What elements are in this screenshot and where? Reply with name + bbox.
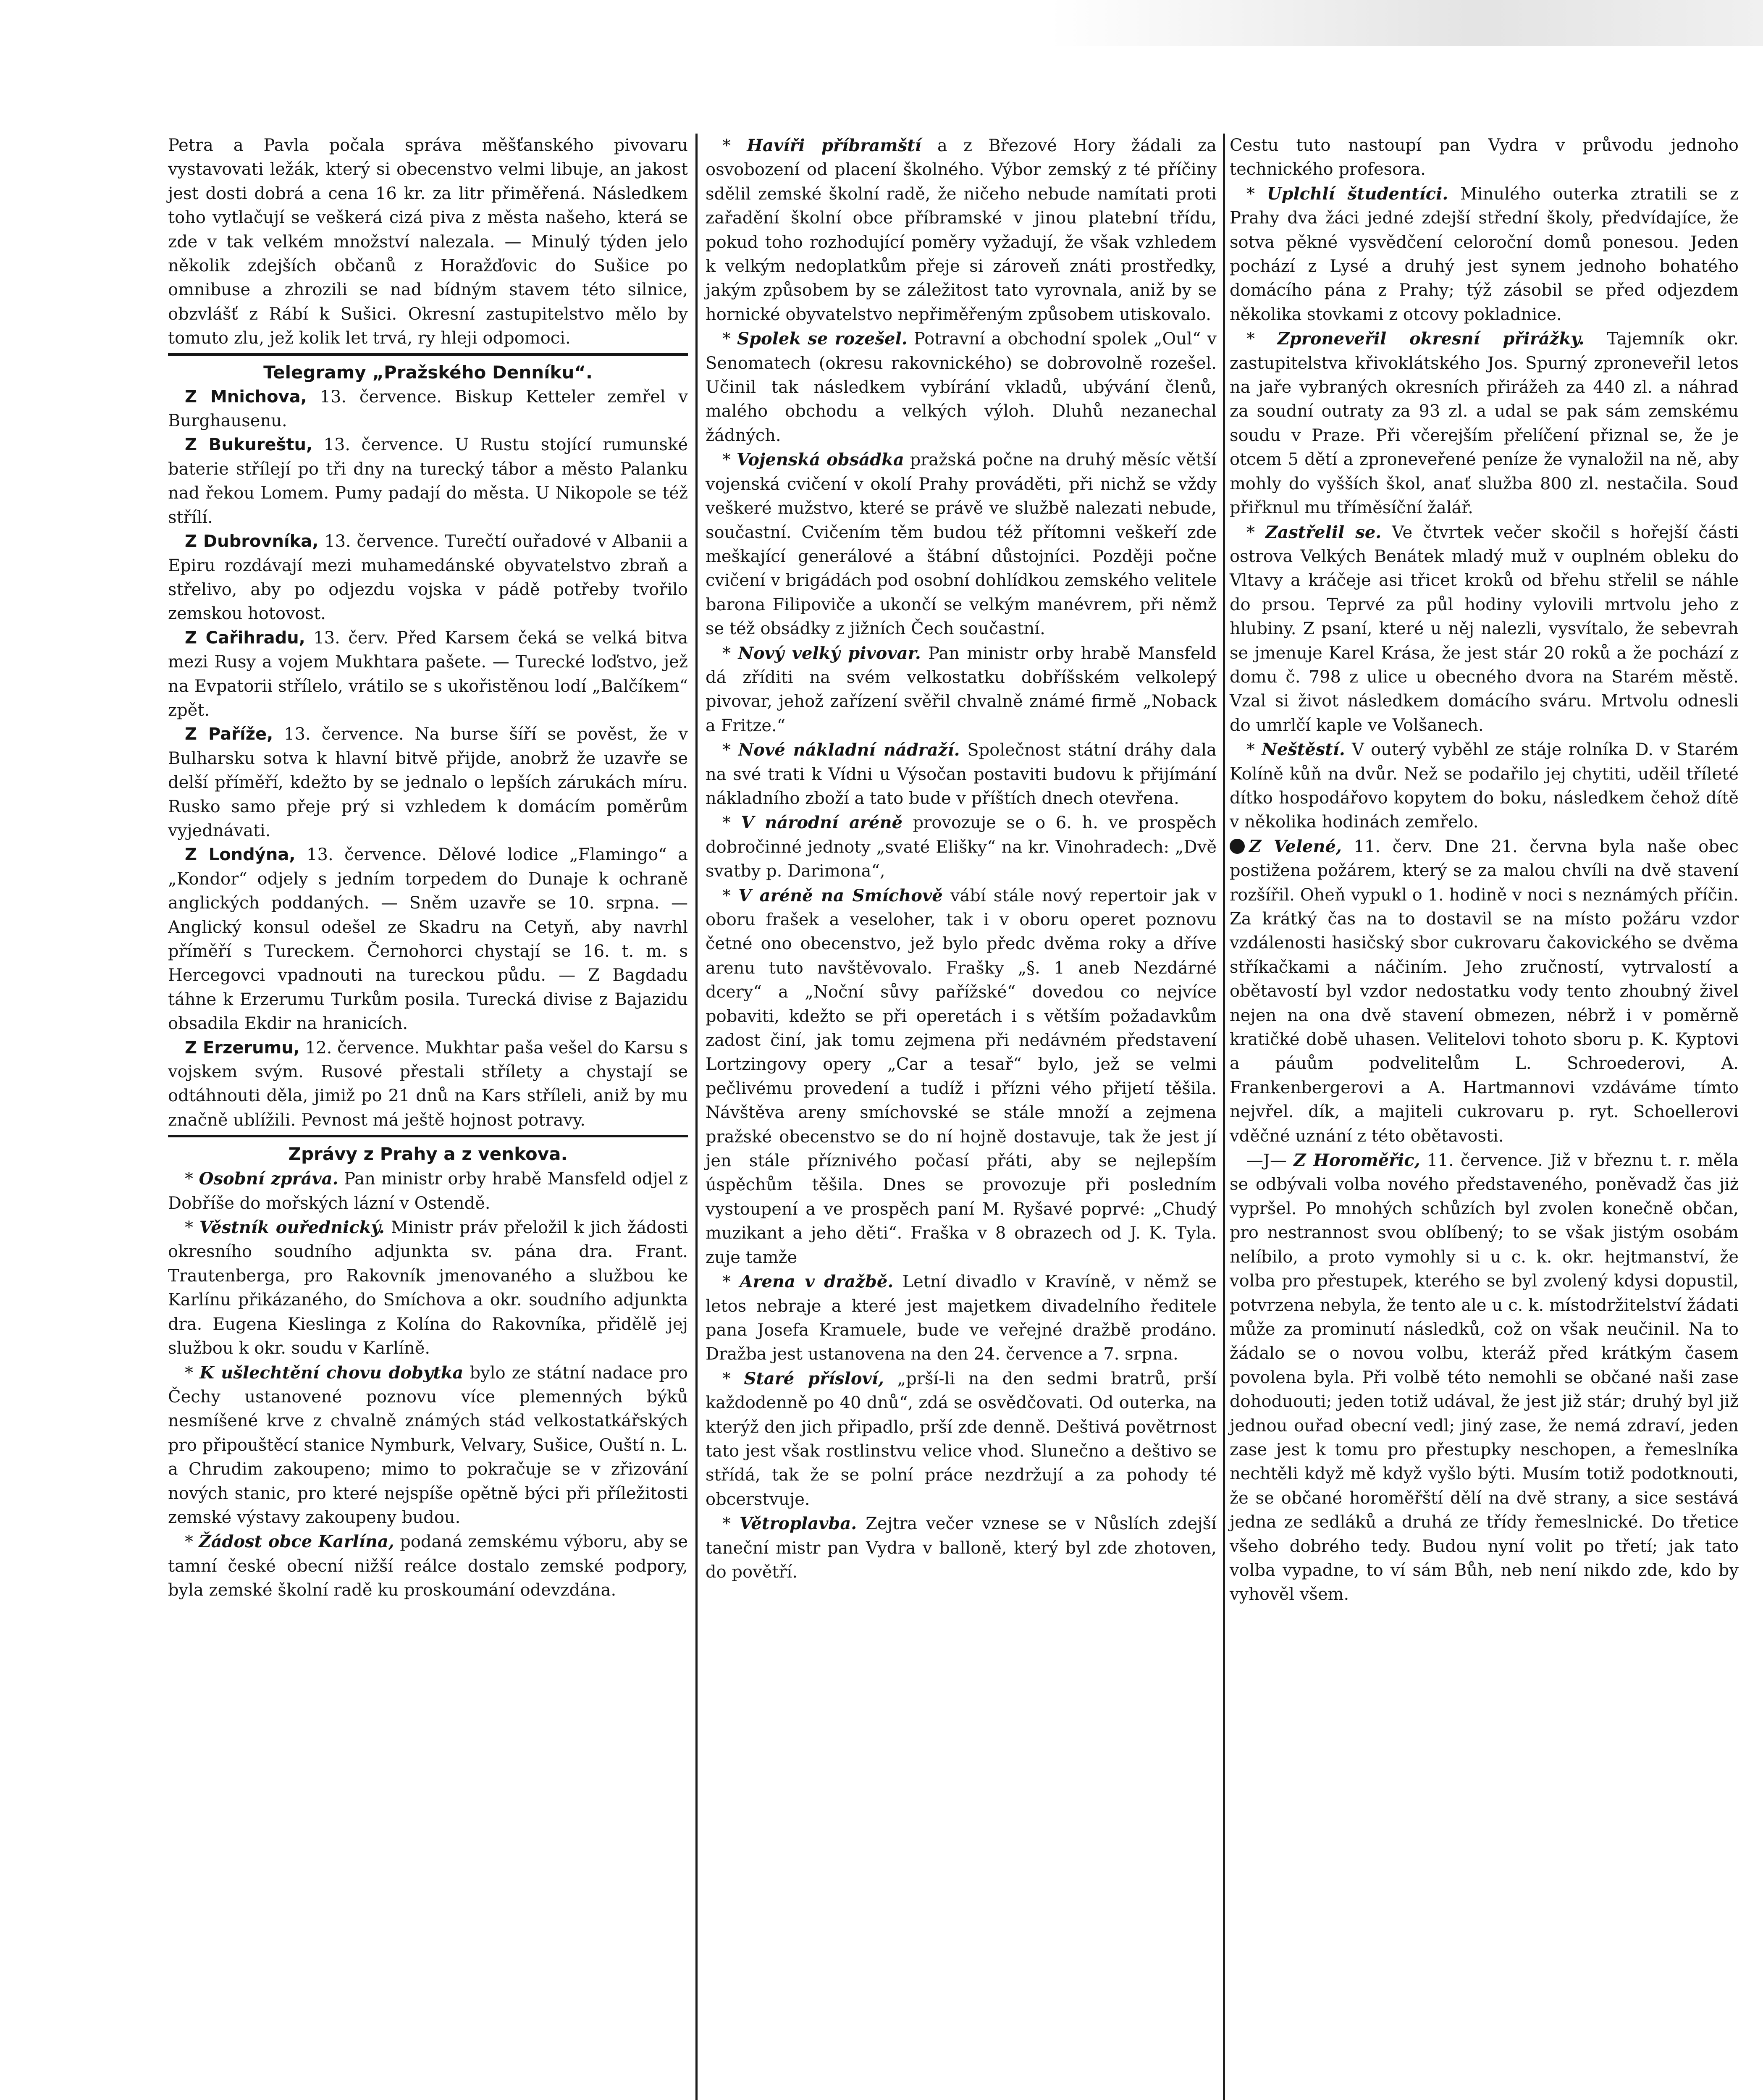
telegram-constantinople — [168, 626, 688, 723]
article-title: Zproneveřil okresní přirážky. — [1277, 329, 1585, 349]
article-text: provozuje se o 6. h. ve prospěch dobročinné jednoty „svaté Elišky“ na kr. Vinohradech: „Dvě svatby p. Darimona“, — [706, 813, 1217, 881]
article-title: Uplchlí študentíci. — [1267, 184, 1448, 204]
article-text: V outerý vyběhl ze stáje rolníka D. v Starém Kolíně kůň na dvůr. Než se podařilo jej chytiti, uděil tříleté dítko hospodářovo kopytem do boku, následkem čehož dítě v několika hodinách zemřelo. — [1230, 740, 1739, 832]
section-rule — [168, 1135, 688, 1137]
article-text: a z Březové Hory žádali za osvobození od placení školného. Výbor zemský z té příčiny sdělil zemské školní radě, že ničeho nebude namítati proti zařadění školní obce příbramské v jinou platební třídu, pokud toho rozhodující poměry vyžadují, že však vzhledem k velkým nedoplatkům přeje si zároveň znáti prostředky, jakým způsobem by se záležitost tato vyrovnala, aniž by se hornické obyvatelstvo nepřiměřeným způsobem utiskovalo. — [706, 136, 1217, 324]
article-text: Tajemník okr. zastupitelstva křivoklátského Jos. Spurný zproneveřil letos na jaře vybraných okresních přirážeh za 440 zl. a náhrad za soudní outraty za 93 zl. a udal se pak sám zemskému soudu v Praze. Při včerejším přelíčení přiznal se, že je otcem 5 dětí a zproneveřené peníze že vynaložil na ně, aby mohly do vyšších škol, anať služba 800 zl. nestačila. Soud přiřknul mu tříměsíční žalář. — [1230, 329, 1739, 518]
article-title: Žádost obce Karlína, — [199, 1532, 394, 1552]
article-title: Neštěstí. — [1262, 740, 1345, 760]
telegram-place: Z Dubrovníka, — [185, 532, 319, 551]
telegram-text: 13. července. Dělové lodice „Flamingo“ a „Kondor“ odjely s jedním torpedem do Dunaje k ochraně anglických poddaných. — Sněm uzavře se 10. srpna. — Anglický konsul odešel ze Skadru na Cetyň, aby navrhl příměří s Tureckem. Černohorci chystají se 16. t. m. s Hercegovci vpadnouti na tureckou půdu. — Z Bagdadu táhne k Erzerumu Turkům posila. Turecká divise z Bajazidu obsadila Ekdir na hranicích. — [168, 845, 688, 1034]
article-karlin: * Žádost obce Karlína, podaná zemskému výboru, aby se tamní české obecní nižší reálce dostalo zemské podpory, byla zemské školní radě ku proskoumání odevzdána. — [168, 1532, 688, 1600]
article-text: Letní divadlo v Kravíně, v němž se letos nebraje a které jest majetkem divadelního ředitele pana Josefa Kramuele, bude ve veřejné dražbě prodáno. Dražba jest ustanovena na den 24. července a 7. srpna. — [706, 1272, 1217, 1364]
article-text: Ministr práv přeložil k jich žádosti okresního soudního adjunkta sv. pána dra. Frant. Trautenberga, pro Rakovník jmenovaného a službou ke Karlínu přikázaného, do Smíchova a okr. soudního adjunkta dra. Eugena Kieslinga z Kolína do Rakovníka, přidělě jej službou k okr. soudu v Karlíně. — [168, 1218, 688, 1358]
column-2 — [706, 134, 1217, 1584]
telegram-place: Z Londýna, — [185, 845, 296, 865]
article-title: Staré přísloví, — [744, 1368, 884, 1389]
article-brewery: * Nový velký pivovar. Pan ministr orby hrabě Mansfeld dá zříditi na svém velkostatku dobříšském velkolepý pivovar, jehož zařízení svěřil chvalně známé firmě „Noback a Fritze.“ — [706, 643, 1217, 735]
article-miners: * Havíři příbramští a z Březové Hory žádali za osvobození od placení školného. Výbor zemský z té příčiny sdělil zemské školní radě, že ničeho nebude namítati proti zařadění školní obce příbramské v jinou platební třídu, pokud toho rozhodující poměry vyžadují, že však vzhledem k velkým nedoplatkům přeje si zároveň znáti prostředky, jakým způsobem by se záležitost tato vyrovnala, aniž by se hornické obyvatelstvo nepřiměřeným způsobem utiskovalo. — [706, 136, 1217, 324]
article-title: Nový velký pivovar. — [738, 643, 921, 663]
article-text: „prší-li na den sedmi bratrů, prší každodenně po 40 dnů“, zdá se osvědčovati. Od outerka, na kterýž den jich připadlo, prší zde denně. Deštivá povětrnost tato jest však rostlinstvu velice vhod. Slunečno a deštivo se střídá, tak že se polní práce nezdržují a za pohody té obcerstvuje. — [706, 1369, 1217, 1509]
article-title: V národní aréně — [741, 813, 902, 833]
telegram-text: 13. července. U Rustu stojící rumunské baterie střílejí po tři dny na turecký tábor a město Palanku nad řekou Lomem. Pumy padají do města. U Nikopole se též střílí. — [168, 435, 688, 527]
article-personal: * Osobní zpráva. Pan ministr orby hrabě Mansfeld odjel z Dobříše do mořských lázní v Ostendě. — [168, 1169, 688, 1213]
telegrams-heading: Telegramy „Pražského Denníku“. — [263, 362, 593, 383]
article-national-arena: * V národní aréně provozuje se o 6. h. ve prospěch dobročinné jednoty „svaté Elišky“ na kr. Vinohradech: „Dvě svatby p. Darimona“, — [706, 813, 1217, 881]
article-title: Arena v dražbě. — [740, 1272, 894, 1292]
article-title: Nové nákladní nádraží. — [738, 740, 960, 760]
article-title: K ušlechtění chovu dobytka — [199, 1362, 464, 1383]
article-velena — [1230, 835, 1739, 1148]
scan-shadow — [1050, 0, 1763, 46]
article-balloon: * Větroplavba. Zejtra večer vznese se v Nůslích zdejší taneční mistr pan Vydra v balloně, který byl zde zhotoven, do povětří. — [706, 1514, 1217, 1582]
telegram-text: 13. července. Na burse šíří se pověst, že v Bulharsku sotva k hlavní bitvě přijde, anobrž že uzavře se delší příměří, kdežto by se jednalo o lepších zárukách míru. Rusko samo přeje prý si vzhledem k domácím poměrům vyjednávati. — [168, 724, 688, 840]
article-signature: —J— — [1246, 1151, 1287, 1171]
article-title: V aréně na Smíchově — [738, 885, 943, 906]
telegram-dubrovnik — [168, 530, 688, 626]
article-title: Z Velené, — [1249, 836, 1342, 856]
article-horomerice — [1230, 1148, 1739, 1607]
telegram-text: 13. července. Biskup Ketteler zemřel v Burghausenu. — [168, 387, 688, 431]
column-divider — [1223, 134, 1225, 2100]
article-title: Vojenská obsádka — [736, 450, 904, 470]
article-text: 11. červ. Dne 21. června byla naše obec postižena požárem, který se za malou chvíli na dvě stavení rozšířil. Oheň vypukl o 1. hodině v noci s neznámých příčin. Za krátký čas na to dostavil se na místo požáru vzdor vzdálenosti hasičský sbor cukrovaru čakovického se dvěma stříkačkami a náčiním. Jeho zručností, vytrvalostí a obětavostí byl vzdor nedostatku vody tento zhoubný živel nejen na ona dvě stavení obmezen, nébrž i v poměrně kratičké době uhasen. Velitelovi tohoto sboru p. K. Kyptovi a páuům podvelitelům L. Schroederovi, A. Frankenbergerovi a A. Hartmannovi vzdáváme tímto nejvřel. dík, a majiteli cukrovaru p. ryt. Schoellerovi vděčné uznání z této obětavosti. — [1230, 837, 1739, 1146]
article-balloon-continued: Cestu tuto nastoupí pan Vydra v průvodu jednoho technického profesora. — [1230, 136, 1739, 179]
article-suicide: * Zastřelil se. Ve čtvrtek večer skočil s hořejší části ostrova Velkých Benátek mladý muž v ouplném obleku do Vltavy a kráčeje asi třicet kroků od břehu střelil se náhle do prsou. Teprvé za půl hodiny vylovili mrtvolu jeho z hlubiny. Z psaní, které u něj nalezli, vysvítalo, že sebevrah se jmenuje Karel Krása, že jest stár 20 roků a že pochází z domu č. 798 z ulice u obecného dvora na Starém městě. Vzal si život následkem domácího sváru. Mrtvolu odnesli do umrlčí kaple ve Volšanech. — [1230, 522, 1739, 735]
bullet-icon — [1230, 839, 1245, 854]
article-title: Spolek se rozešel. — [737, 329, 908, 349]
article-smichov-arena: * V aréně na Smíchově vábí stále nový repertoir jak v oboru frašek a veseloher, tak i v oboru operet poznovu četné ono obecenstvo, jež bylo předc dvěma roky a dříve arenu tuto navštěvovalo. Frašky „§. 1 aneb Nezdárné dcery“ a „Noční sůvy pařížské“ dovedou co nejvíce pobaviti, kdežto se při operetách i s větším požadavkům zadost činí, jak tomu zejmena při nedávném představení Lortzingovy opery „Car a tesař“ bylo, jež se velmi pečlivému provedení a tudíž i přízni vého přijetí těšila. Návštěva areny smíchovské se stále množí a zejmena pražské obecenstvo se do ní hojně dostavuje, tak že jest jí jen stále příznivého počasí přáti, aby se nejlepším úspěchům těšila. Dnes se provozuje při posledním vystoupení a ve prospěch paní M. Ryšavé poprvé: „Chudý muzikant a jeho děti“. Fraška v 8 obrazech od J. K. Tyla. zuje tamže — [706, 885, 1217, 1267]
article-text: 11. července. Již v březnu t. r. měla se odbývali volba nového představeného, poněvadž čas jiż vypršel. Po mnohých schůzích byl zvolen konečně občan, pro nestrannost svou oblíbený; to se však jistým osobám nelíbilo, a proto vymohly si u c. k. okr. hejtmanství, že volba pro přestupek, kterého se byl zvolený kdysi dopustil, potvrzena nebyla, že tento ale u c. k. místodržitelství žádati může za prominutí následků, což on však neučinil. Na to žádalo se o novou volbu, kteráž před krátkým časem povolena byla. Při volbě této nemohli se občané naši zase dohoduouti; jeden totiž udával, že jest již stár; druhý byl již jednou ouřad obecní vedl; jiný zase, že nemá zdraví, jeden zase jest k tomu pro přestupky neschopen, a řemeslníka nechtěli když mě když vyšlo býti. Musím totiž podotknouti, že se občané horoměřští dělí na dvě strany, a sice sestává jedna ze sedláků a druhá ze třídy řemeslnické. Do třetice všeho dobrého tedy. Budou nyní volit po třetí; jak tato volba vypadne, to ví sám Bůh, neb není nikdo zde, kdo by vyhověl všem. — [1230, 1151, 1739, 1604]
column-divider — [695, 134, 698, 2100]
news-heading: Zprávy z Prahy a z venkova. — [288, 1144, 568, 1165]
article-auction: * Arena v dražbě. Letní divadlo v Kravíně, v němž se letos nebraje a které jest majetkem divadelního ředitele pana Josefa Kramuele, bude ve veřejné dražbě prodáno. Dražba jest ustanovena na den 24. července a 7. srpna. — [706, 1272, 1217, 1364]
article-text: Zejtra večer vznese se v Nůslích zdejší taneční mistr pan Vydra v balloně, který byl zde zhotoven, do povětří. — [706, 1514, 1217, 1582]
article-proverb: * Staré přísloví, „prší-li na den sedmi bratrů, prší každodenně po 40 dnů“, zdá se osvědčovati. Od outerka, na kterýž den jich připadlo, prší zde denně. Deštivá povětrnost tato jest však rostlinstvu velice vhod. Slunečno a deštivo se střídá, tak že se polní práce nezdržují a za pohody té obcerstvuje. — [706, 1368, 1217, 1509]
intro-paragraph: Petra a Pavla počala správa měšťanského pivovaru vystavovati ležák, který si obecenstvo velmi libuje, an jakost jest dosti dobrá a cena 16 kr. za litr přiměřená. Následkem toho vytlačují se veškerá cizá piva z města našeho, která se zde v tak velkém množství nalezala. — Minulý týden jelo několik zdejších občanů z Horažďovic do Sušice po omnibuse a zhrozili se nad bídným stavem této silnice, obzvlášť z Rábí k Sušici. Okresní zastupitelstvo mělo by tomuto zlu, jež kolik let trvá, ry hleji odpomoci. — [168, 136, 688, 348]
telegram-paris — [168, 722, 688, 843]
telegram-text: 13. červ. Před Karsem čeká se velká bitva mezi Rusy a vojem Mukhtara pašete. — Turecké loďstvo, jež na Evpatorii střílelo, vrátilo se s ukořistěnou lodí „Balčíkem“ zpět. — [168, 628, 688, 720]
article-text: Pan ministr orby hrabě Mansfeld dá zříditi na svém velkostatku dobříšském velkolepý pivovar, jehož zařízení svěřil chvalně známé firmě „Noback a Fritze.“ — [706, 643, 1217, 735]
telegram-place: Z Paříže, — [185, 724, 273, 744]
article-embezzlement: * Zproneveřil okresní přirážky. Tajemník okr. zastupitelstva křivoklátského Jos. Spurný zproneveřil letos na jaře vybraných okresních přirážeh za 440 zl. a náhrad za soudní outraty za 93 zl. a udal se pak sám zemskému soudu v Praze. Při včerejším přelíčení přiznal se, že je otcem 5 dětí a zproneveřené peníze že vynaložil na ně, aby mohly do vyšších škol, anať služba 800 zl. nestačila. Soud přiřknul mu tříměsíční žalář. — [1230, 329, 1739, 518]
section-rule — [168, 353, 688, 356]
telegram-place: Z Mnichova, — [185, 387, 307, 407]
article-society: * Spolek se rozešel. Potravní a obchodní spolek „Oul“ v Senomatech (okresu rakovnického) se dobrovolně rozešel. Učinil tak následkem vybírání vkladů, ubývání členů, malého obchodu a velkých výloh. Dluhů nezanechal žádných. — [706, 329, 1217, 445]
article-official: * Věstník ouřednický. Ministr práv přeložil k jich žádosti okresního soudního adjunkta sv. pána dra. Frant. Trautenberga, pro Rakovník jmenovaného a službou ke Karlínu přikázaného, do Smíchova a okr. soudního adjunkta dra. Eugena Kieslinga z Kolína do Rakovníka, přidělě jej službou k okr. soudu v Karlíně. — [168, 1218, 688, 1358]
article-title: Osobní zpráva. — [199, 1169, 338, 1189]
telegram-erzurum — [168, 1036, 688, 1133]
telegram-bucharest — [168, 433, 688, 530]
article-accident: * Neštěstí. V outerý vyběhl ze stáje rolníka D. v Starém Kolíně kůň na dvůr. Než se podařilo jej chytiti, uděil tříleté dítko hospodářovo kopytem do boku, následkem čehož dítě v několika hodinách zemřelo. — [1230, 740, 1739, 832]
article-title: Věstník ouřednický. — [199, 1218, 385, 1238]
article-students: * Uplchlí študentíci. Minulého outerka ztratili se z Prahy dva žáci jedné zdejší střední školy, předvídajíce, že sotva pěkné vysvědčení celoroční domů ponesou. Jeden pochází z Lysé a druhý jest synem jednoho bohatého domácího pána z Prahy; týž zásobil se před odjezdem několika stovkami z otcovy pokladnice. — [1230, 184, 1739, 324]
article-livestock: * K ušlechtění chovu dobytka bylo ze státní nadace pro Čechy ustanovené poznovu více plemenných býků nesmíšené krve z chvalně známých stád velkostatkářských pro připouštěcí stanice Nymburk, Velvary, Sušice, Ouští n. L. a Chrudim zakoupeno; mimo to pokračuje se v zřizování nových stanic, pro které nejspíše opětně býci při příležitosti zemské výstavy zakoupeny budou. — [168, 1362, 688, 1527]
article-text: bylo ze státní nadace pro Čechy ustanovené poznovu více plemenných býků nesmíšené krve z chvalně známých stád velkostatkářských pro připouštěcí stanice Nymburk, Velvary, Sušice, Ouští n. L. a Chrudim zakoupeno; mimo to pokračuje se v zřizování nových stanic, pro které nejspíše opětně býci při příležitosti zemské výstavy zakoupeny budou. — [168, 1363, 688, 1527]
column-1 — [168, 134, 688, 1603]
telegram-text: 13. července. Turečtí ouřadové v Albanii a Epiru rozdávají mezi muhamedánské obyvatelstvo zbraň a střelivo, aby po odjezdu vojska v pádě potřeby tvořilo zemskou hotovost. — [168, 532, 688, 624]
article-text: Minulého outerka ztratili se z Prahy dva žáci jedné zdejší střední školy, předvídajíce, že sotva pěkné vysvědčení celoroční domů ponesou. Jeden pochází z Lysé a druhý jest synem jednoho bohatého domácího pána z Prahy; týž zásobil se před odjezdem několika stovkami z otcovy pokladnice. — [1230, 184, 1739, 324]
telegram-place: Z Bukureštu, — [185, 435, 313, 455]
telegram-london — [168, 843, 688, 1036]
article-text: pražská počne na druhý měsíc větší vojenská cvičení v okolí Prahy prováděti, při nichž se vždy veškeré mužstvo, které se právě ve službě nalezati nebude, součastní. Cvičením těm budou též přítomni veškeří zde meškající generálové a štábní důstojníci. Později počne cvičení v brigádách pod osobní dohlídkou zemského velitele barona Filipoviče a ukončí se velkým manévrem, při němž se též obsádky z jižních Čech součastní. — [706, 450, 1217, 639]
telegram-place: Z Erzerumu, — [185, 1038, 300, 1058]
article-text: podaná zemskému výboru, aby se tamní české obecní nižší reálce dostalo zemské podpory, byla zemské školní radě ku proskoumání odevzdána. — [168, 1532, 688, 1600]
article-text: Pan ministr orby hrabě Mansfeld odjel z Dobříše do mořských lázní v Ostendě. — [168, 1169, 688, 1213]
article-text: Ve čtvrtek večer skočil s hořejší části ostrova Velkých Benátek mladý muž v ouplném obleku do Vltavy a kráčeje asi třicet kroků od břehu střelil se náhle do prsou. Teprvé za půl hodiny vylovili mrtvolu jeho z hlubiny. Z psaní, které u něj nalezli, vysvítalo, že sebevrah se jmenuje Karel Krása, že jest stár 20 roků a že pochází z domu č. 798 z ulice u obecného dvora na Starém městě. Vzal si život následkem domácího sváru. Mrtvolu odnesli do umrlčí kaple ve Volšanech. — [1230, 522, 1739, 735]
article-text: Potravní a obchodní spolek „Oul“ v Senomatech (okresu rakovnického) se dobrovolně rozešel. Učinil tak následkem vybírání vkladů, ubývání členů, malého obchodu a velkých výloh. Dluhů nezanechal žádných. — [706, 329, 1217, 445]
article-title: Z Horoměřic, — [1293, 1150, 1420, 1171]
telegram-munich — [168, 385, 688, 433]
article-garrison: * Vojenská obsádka pražská počne na druhý měsíc větší vojenská cvičení v okolí Prahy prováděti, při nichž se vždy veškeré mužstvo, které se právě ve službě nalezati nebude, součastní. Cvičením těm budou též přítomni veškeří zde meškající generálové a štábní důstojníci. Později počne cvičení v brigádách pod osobní dohlídkou zemského velitele barona Filipoviče a ukončí se velkým manévrem, při němž se též obsádky z jižních Čech součastní. — [706, 450, 1217, 639]
article-station: * Nové nákladní nádraží. Společnost státní dráhy dala na své trati k Vídni u Výsočan postaviti budovu k přijímání nákladního zboží a tato bude v příštích dnech otevřena. — [706, 740, 1217, 808]
telegram-text: 12. července. Mukhtar paša vešel do Karsu s vojskem svým. Rusové přestali střílety a chystají se odtáhnouti děla, jimiž po 21 dnů na Kars stříleli, aniž by mu značně ublížili. Pevnost má ještě hojnost potravy. — [168, 1038, 688, 1130]
article-title: Havíři příbramští — [747, 136, 921, 155]
article-text: vábí stále nový repertoir jak v oboru frašek a veseloher, tak i v oboru operet poznovu četné ono obecenstvo, jež bylo předc dvěma roky a dříve arenu tuto navštěvovalo. Frašky „§. 1 aneb Nezdárné dcery“ a „Noční sůvy pařížské“ dovedou co nejvíce pobaviti, kdežto se při operetách i s větším požadavkům zadost činí, jak tomu zejmena při nedávném představení Lortzingovy opery „Car a tesař“ bylo, jež se velmi pečlivému provedení a tudíž i přízni vého přijetí těšila. Návštěva areny smíchovské se stále množí a zejmena pražské obecenstvo se do ní hojně dostavuje, tak že jest jí jen stále příznivého počasí přáti, aby se nejlepším úspěchům těšila. Dnes se provozuje při posledním vystoupení a ve prospěch paní M. Ryšavé poprvé: „Chudý muzikant a jeho děti“. Fraška v 8 obrazech od J. K. Tyla. zuje tamže — [706, 886, 1217, 1267]
article-text: Společnost státní dráhy dala na své trati k Vídni u Výsočan postaviti budovu k přijímání nákladního zboží a tato bude v příštích dnech otevřena. — [706, 740, 1217, 808]
article-title: Větroplavba. — [740, 1514, 857, 1534]
telegram-place: Z Cařihradu, — [185, 628, 305, 648]
article-title: Zastřelil se. — [1265, 522, 1382, 542]
column-3 — [1230, 134, 1739, 1607]
